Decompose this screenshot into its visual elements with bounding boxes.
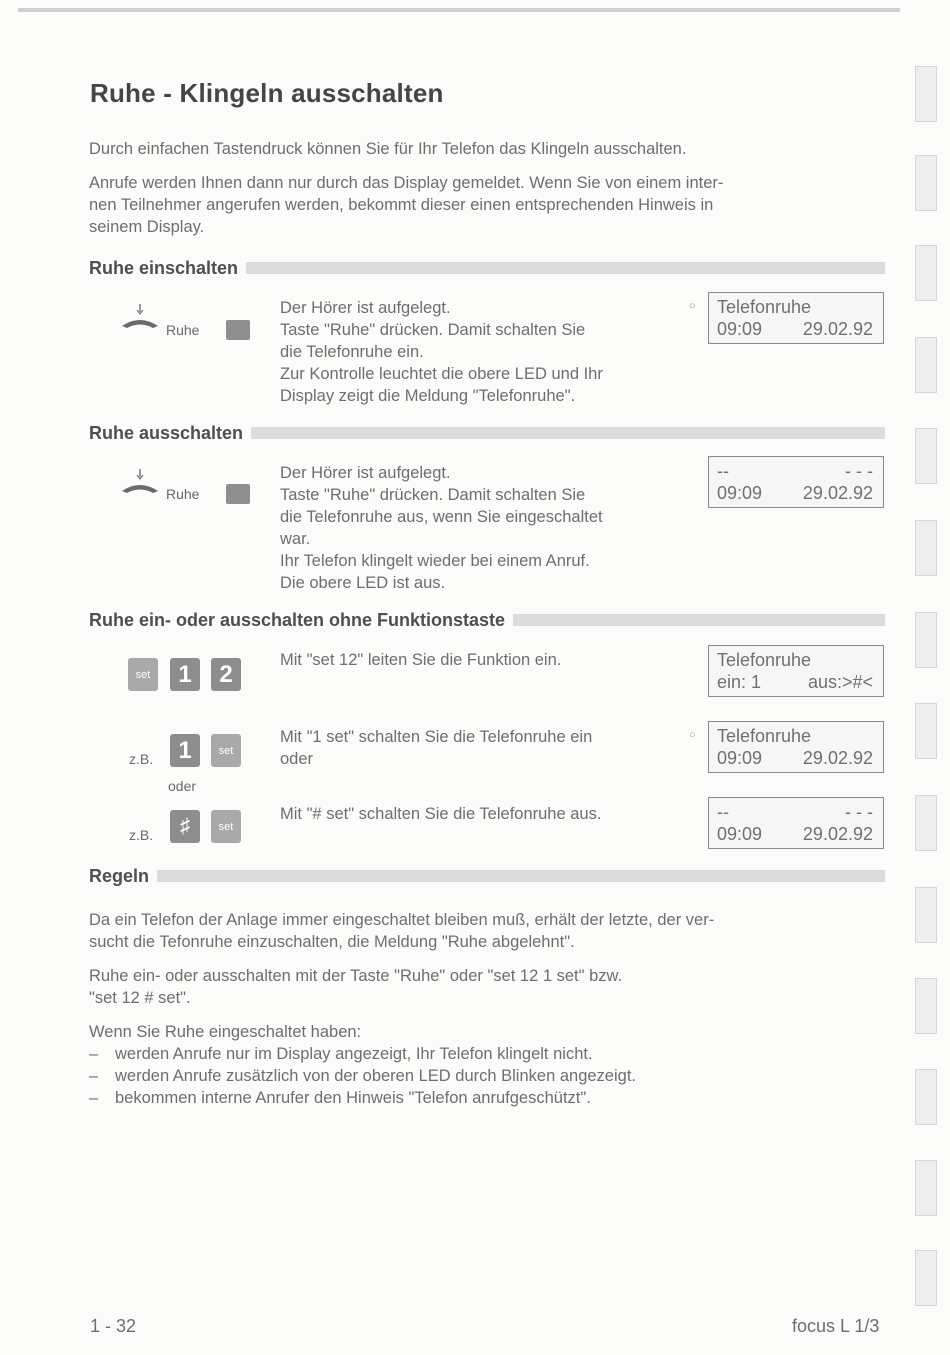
section-heading-ohne-funktionstaste xyxy=(89,610,885,630)
hash-key[interactable]: ♯ xyxy=(170,810,200,843)
dash-bullet: – xyxy=(89,1089,99,1107)
step3-text: Mit "# set" schalten Sie die Telefonruhe aus. xyxy=(280,805,602,823)
ruhe-key-label: Ruhe xyxy=(166,322,200,338)
display-function xyxy=(708,645,884,697)
text-line: Display zeigt die Meldung "Telefonruhe". xyxy=(280,387,576,405)
thumb-tab xyxy=(915,887,937,943)
text-line: oder xyxy=(280,750,314,768)
section-heading-ruhe-ein xyxy=(89,258,885,278)
ruhe-key-label: Ruhe xyxy=(166,486,200,502)
text-line: Der Hörer ist aufgelegt. xyxy=(280,299,451,317)
display-date: 29.02.92 xyxy=(802,824,873,844)
thumb-tab xyxy=(915,978,937,1034)
display-time: 09:09 xyxy=(717,748,763,768)
thumb-tab xyxy=(915,337,937,393)
list-item-text: werden Anrufe zusätzlich von der oberen LED durch Blinken angezeigt. xyxy=(115,1067,636,1085)
thumb-tab xyxy=(915,1250,937,1306)
oder-label: oder xyxy=(168,778,197,794)
text-line: Die obere LED ist aus. xyxy=(280,574,446,592)
display-line-1 xyxy=(717,801,883,823)
section-title: Ruhe ausschalten xyxy=(89,422,244,443)
thumb-tab xyxy=(915,66,937,122)
section-bar xyxy=(157,870,885,882)
set-key[interactable]: set xyxy=(211,810,241,843)
intro-line-1: Durch einfachen Tastendruck können Sie für Ihr Telefon das Klingeln ausschalten. xyxy=(89,140,687,158)
text-line: die Telefonruhe ein. xyxy=(280,343,424,361)
display-option-aus: aus:>#< xyxy=(807,672,873,692)
display-text: -- xyxy=(717,802,729,822)
ruhe-aus-text xyxy=(280,462,603,594)
ruhe-key[interactable] xyxy=(226,320,250,340)
text-line: Ihr Telefon klingelt wieder bei einem Anruf. xyxy=(280,552,590,570)
product-name: focus L 1/3 xyxy=(792,1316,880,1336)
intro-line-2: Anrufe werden Ihnen dann nur durch das Display gemeldet. Wenn Sie von einem inter- xyxy=(89,174,724,192)
digit-1-key[interactable]: 1 xyxy=(170,658,200,691)
dash-bullet: – xyxy=(89,1067,99,1085)
thumb-tab xyxy=(915,1069,937,1125)
thumb-tab xyxy=(915,612,937,668)
handset-icon xyxy=(120,467,162,495)
display-line-1 xyxy=(717,296,883,318)
display-telefonruhe xyxy=(708,292,884,344)
list-item-text: werden Anrufe nur im Display angezeigt, Ihr Telefon klingelt nicht. xyxy=(115,1045,593,1063)
display-line-2 xyxy=(717,747,883,769)
text-line: sucht die Tefonruhe einzuschalten, die Meldung "Ruhe abgelehnt". xyxy=(89,933,575,951)
display-idle xyxy=(708,456,884,508)
rules-paragraph-2 xyxy=(89,965,622,1009)
display-text: Telefonruhe xyxy=(717,650,812,670)
rules-list xyxy=(89,1043,636,1109)
thumb-tab xyxy=(915,245,937,301)
display-time: 09:09 xyxy=(717,319,763,339)
rules-paragraph-1 xyxy=(89,909,714,953)
ruhe-key[interactable] xyxy=(226,484,250,504)
display-line-2 xyxy=(717,671,883,693)
text-line: Da ein Telefon der Anlage immer eingeschaltet bleiben muß, erhält der letzte, der ver- xyxy=(89,911,715,929)
display-line-1 xyxy=(717,725,883,747)
dash-bullet: – xyxy=(89,1045,99,1063)
section-bar xyxy=(513,614,885,626)
zb-label: z.B. xyxy=(129,751,154,767)
display-option-ein: ein: 1 xyxy=(717,672,762,692)
text-line: Taste "Ruhe" drücken. Damit schalten Sie xyxy=(280,321,586,339)
led-on-icon: ○ xyxy=(689,729,696,741)
digit-2-key[interactable]: 2 xyxy=(211,658,241,691)
set-key[interactable]: set xyxy=(211,734,241,767)
rules-paragraph-3: Wenn Sie Ruhe eingeschaltet haben: xyxy=(89,1023,362,1041)
display-text: Telefonruhe xyxy=(717,726,812,746)
display-line-1 xyxy=(717,649,883,671)
intro-line-4: seinem Display. xyxy=(89,218,205,236)
text-line: Mit "1 set" schalten Sie die Telefonruhe ein xyxy=(280,728,593,746)
display-time: 09:09 xyxy=(717,824,763,844)
page-title: Ruhe - Klingeln ausschalten xyxy=(90,78,444,108)
section-title: Regeln xyxy=(89,865,150,886)
thumb-tab xyxy=(915,520,937,576)
section-title: Ruhe einschalten xyxy=(89,257,239,278)
thumb-tab xyxy=(915,703,937,759)
section-heading-ruhe-aus xyxy=(89,423,885,443)
text-line: Zur Kontrolle leuchtet die obere LED und Ihr xyxy=(280,365,603,383)
thumb-tab xyxy=(915,155,937,211)
top-rule xyxy=(18,8,900,12)
step2-text xyxy=(280,726,592,770)
text-line: "set 12 # set". xyxy=(89,989,191,1007)
thumb-tab xyxy=(915,1160,937,1216)
display-line-2 xyxy=(717,482,883,504)
text-line: Ruhe ein- oder ausschalten mit der Taste "Ruhe" oder "set 12 1 set" bzw. xyxy=(89,967,623,985)
step1-text: Mit "set 12" leiten Sie die Funktion ein. xyxy=(280,651,562,669)
text-line: die Telefonruhe aus, wenn Sie eingeschaltet xyxy=(280,508,603,526)
text-line: war. xyxy=(280,530,311,548)
display-idle xyxy=(708,797,884,849)
display-text: -- xyxy=(717,461,729,481)
section-heading-regeln xyxy=(89,866,885,886)
set-key[interactable]: set xyxy=(128,658,158,691)
display-text: - - - xyxy=(845,461,873,481)
thumb-tab xyxy=(915,795,937,851)
list-item xyxy=(89,1087,636,1109)
list-item xyxy=(89,1043,636,1065)
text-line: Der Hörer ist aufgelegt. xyxy=(280,464,451,482)
section-bar xyxy=(246,262,885,274)
display-line-2 xyxy=(717,823,883,845)
display-text: - - - xyxy=(845,802,873,822)
display-line-2 xyxy=(717,318,883,340)
intro-line-3: nen Teilnehmer angerufen werden, bekommt dieser einen entsprechenden Hinweis in xyxy=(89,196,714,214)
intro-paragraph xyxy=(89,172,723,238)
display-line-1 xyxy=(717,460,883,482)
list-item-text: bekommen interne Anrufer den Hinweis "Telefon anrufgeschützt". xyxy=(115,1089,591,1107)
digit-1-key[interactable]: 1 xyxy=(170,734,200,767)
list-item xyxy=(89,1065,636,1087)
handset-icon xyxy=(120,302,162,330)
display-date: 29.02.92 xyxy=(802,483,873,503)
led-on-icon: ○ xyxy=(689,300,696,312)
display-time: 09:09 xyxy=(717,483,763,503)
zb-label: z.B. xyxy=(129,827,154,843)
thumb-tab xyxy=(915,428,937,484)
display-date: 29.02.92 xyxy=(802,319,873,339)
text-line: Taste "Ruhe" drücken. Damit schalten Sie xyxy=(280,486,586,504)
section-title: Ruhe ein- oder ausschalten ohne Funktionstaste xyxy=(89,609,506,630)
section-bar xyxy=(251,427,885,439)
display-text: Telefonruhe xyxy=(717,297,812,317)
ruhe-ein-text xyxy=(280,297,603,407)
page-number: 1 - 32 xyxy=(90,1316,137,1336)
display-telefonruhe xyxy=(708,721,884,773)
display-date: 29.02.92 xyxy=(802,748,873,768)
